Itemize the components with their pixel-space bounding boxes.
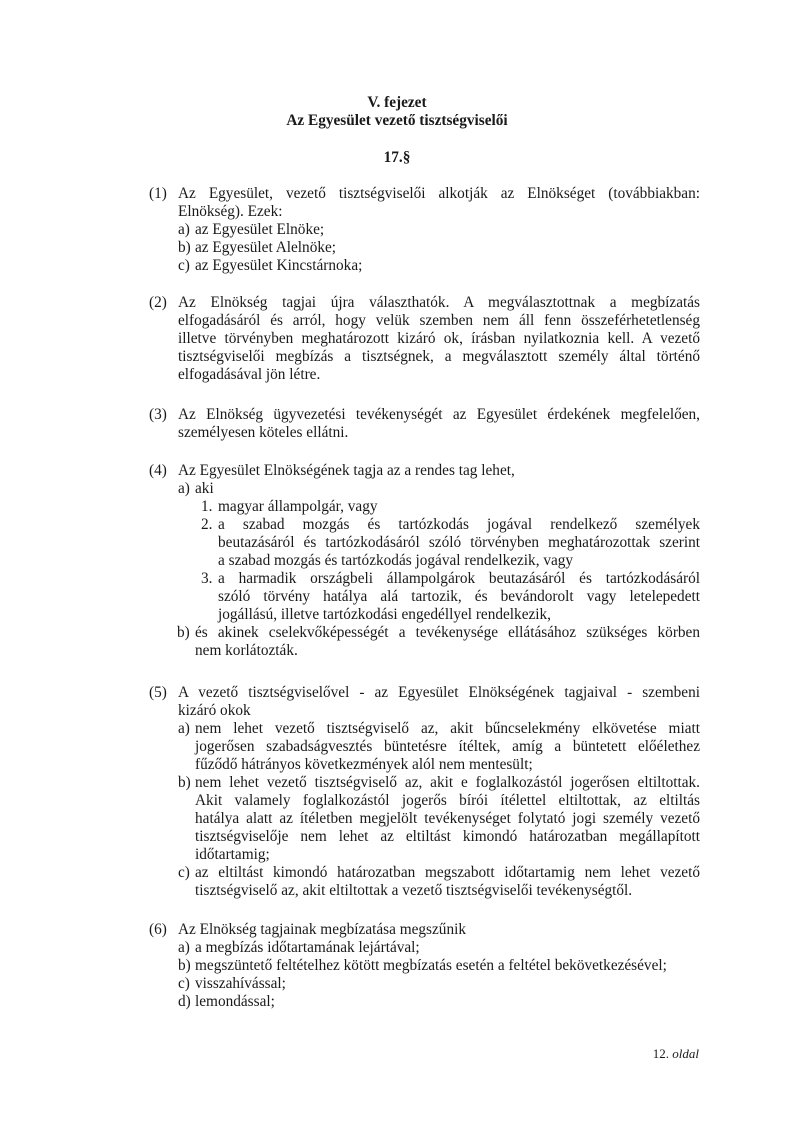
- paragraph-number: (6): [149, 921, 167, 938]
- paragraph-line: A vezető tisztségviselővel - az Egyesület Elnökségének tagjaival - szembeni: [178, 684, 700, 701]
- paragraph-3: [149, 406, 700, 442]
- sub-list-item: [201, 570, 700, 624]
- paragraph-number: (2): [149, 294, 167, 311]
- list-item: [178, 864, 700, 900]
- item-label: b): [178, 774, 191, 791]
- paragraph-line: Az Elnökség ügyvezetési tevékenységét az Egyesület érdekének megfelelően,: [178, 406, 700, 423]
- subitem-text: jogállású, illetve tartózkodási engedéllyel rendelkezik,: [218, 606, 552, 623]
- paragraph-line: Az Elnökség tagjai újra választhatók. A megválasztottnak a megbízatás: [178, 294, 700, 311]
- list-item: [178, 957, 700, 975]
- paragraph-2: [149, 294, 700, 384]
- item-text: fűződő hátrányos következmények alól nem mentesült;: [195, 756, 533, 773]
- subitem-label: 1.: [201, 498, 213, 515]
- list-item: [178, 939, 700, 957]
- paragraph-6: [149, 921, 700, 1011]
- paragraph-5: [149, 684, 700, 900]
- item-text: hatálya alatt az ítéletben megjelölt tevékenységet folytató jogi személy vezető: [195, 810, 700, 827]
- item-label: c): [178, 975, 190, 992]
- item-label: a): [178, 480, 190, 497]
- item-text: és akinek cselekvőképességét a tevékenysége ellátásához szükséges körben: [195, 624, 700, 641]
- page-number: [653, 1045, 699, 1063]
- paragraph-number: (5): [149, 684, 167, 701]
- item-text: az eltiltást kimondó határozatban megszabott időtartamig nem lehet vezető: [195, 864, 700, 881]
- list-item: [178, 239, 700, 257]
- paragraph-line: tisztségviselői megbízás a tisztségnek, a megválasztott személy által történő: [178, 348, 700, 365]
- paragraph-line: illetve törvényben meghatározott kizáró ok, írásban nyilatkoznia kell. A vezető: [178, 330, 700, 347]
- item-text: nem lehet vezető tisztségviselő az, akit bűncselekmény elkövetése miatt: [195, 720, 700, 737]
- sub-list-item: [201, 516, 700, 570]
- subitem-label: 3.: [201, 570, 213, 587]
- subitem-text: beutazásáról és tartózkodásáról szóló törvényben meghatározottak szerint: [218, 534, 700, 551]
- item-text: tisztségviselő az, akit eltiltottak a vezető tisztségviselői tevékenységtől.: [195, 882, 633, 899]
- item-label: a): [178, 720, 190, 737]
- item-text: az Egyesület Alelnöke;: [195, 239, 337, 256]
- sub-list-item: [201, 498, 700, 516]
- list-item: [178, 975, 700, 993]
- item-label: d): [178, 993, 191, 1010]
- paragraph-line: személyesen köteles ellátni.: [178, 424, 349, 441]
- list-item: [178, 774, 700, 864]
- list-item: [177, 624, 700, 660]
- item-text: visszahívással;: [195, 975, 286, 992]
- paragraph-line: Elnökség). Ezek:: [178, 203, 283, 220]
- item-label: b): [178, 239, 191, 256]
- paragraph-number: (3): [149, 406, 167, 423]
- paragraph-line: Az Egyesület, vezető tisztségviselői alkotják az Elnökséget (továbbiakban:: [178, 185, 700, 202]
- item-text: a megbízás időtartamának lejártával;: [195, 939, 420, 956]
- subitem-text: a harmadik országbeli állampolgárok beutazásáról és tartózkodásáról: [218, 570, 700, 587]
- item-label: a): [178, 221, 190, 238]
- section-number: 17.§: [383, 149, 411, 166]
- paragraph-4: [149, 462, 700, 660]
- subitem-text: a szabad mozgás és tartózkodás jogával rendelkezik, vagy: [218, 552, 574, 569]
- chapter-subtitle: Az Egyesület vezető tisztségviselői: [286, 112, 508, 129]
- item-label: b): [178, 957, 191, 974]
- item-text: Akit valamely foglalkozástól jogerős bírói ítélettel eltiltottak, az eltiltás: [195, 792, 700, 809]
- chapter-title: V. fejezet: [367, 94, 427, 111]
- paragraph-number: (1): [149, 185, 167, 202]
- list-item: [178, 221, 700, 239]
- item-label: c): [178, 864, 190, 881]
- item-text: az Egyesület Elnöke;: [195, 221, 325, 238]
- paragraph-line: elfogadásáról és arról, hogy velük szemben nem áll fenn összeférhetetlenség: [178, 312, 700, 329]
- item-text: időtartamig;: [195, 846, 270, 863]
- paragraph-1: [149, 185, 700, 275]
- item-text: tisztségviselője nem lehet az eltiltást kimondó határozatban megállapított: [195, 828, 700, 845]
- item-text: lemondással;: [195, 993, 275, 1010]
- paragraph-line: kizáró okok: [178, 702, 251, 719]
- list-item: [178, 993, 700, 1011]
- item-text: jogerősen szabadságvesztés büntetésre ítéltek, amíg a büntetett előélethez: [195, 738, 700, 755]
- item-text: az Egyesület Kincstárnoka;: [195, 257, 363, 274]
- item-text: nem lehet vezető tisztségviselő az, akit e foglalkozástól jogerősen eltiltottak.: [195, 774, 700, 791]
- item-label: b): [177, 624, 190, 641]
- paragraph-line: Az Egyesület Elnökségének tagja az a rendes tag lehet,: [178, 462, 515, 479]
- item-text: megszüntető feltételhez kötött megbízatás esetén a feltétel bekövetkezésével;: [195, 957, 667, 974]
- item-label: c): [178, 257, 190, 274]
- page-number-value: 12.: [652, 1046, 670, 1061]
- list-item: [178, 720, 700, 774]
- subitem-text: magyar állampolgár, vagy: [218, 498, 378, 515]
- paragraph-line: Az Elnökség tagjainak megbízatása megszűnik: [178, 921, 466, 938]
- item-text: nem korlátozták.: [195, 642, 298, 659]
- paragraph-line: elfogadásával jön létre.: [178, 366, 321, 383]
- page-number-word: oldal: [672, 1046, 699, 1061]
- list-item: [178, 257, 700, 275]
- list-item: [178, 480, 700, 498]
- subitem-text: szóló törvény hatálya alá tartozik, és bevándorolt vagy letelepedett: [218, 588, 700, 605]
- subitem-label: 2.: [201, 516, 213, 533]
- subitem-text: a szabad mozgás és tartózkodás jogával rendelkező személyek: [218, 516, 700, 533]
- item-label: a): [178, 939, 190, 956]
- item-text: aki: [195, 480, 214, 497]
- paragraph-number: (4): [149, 462, 167, 479]
